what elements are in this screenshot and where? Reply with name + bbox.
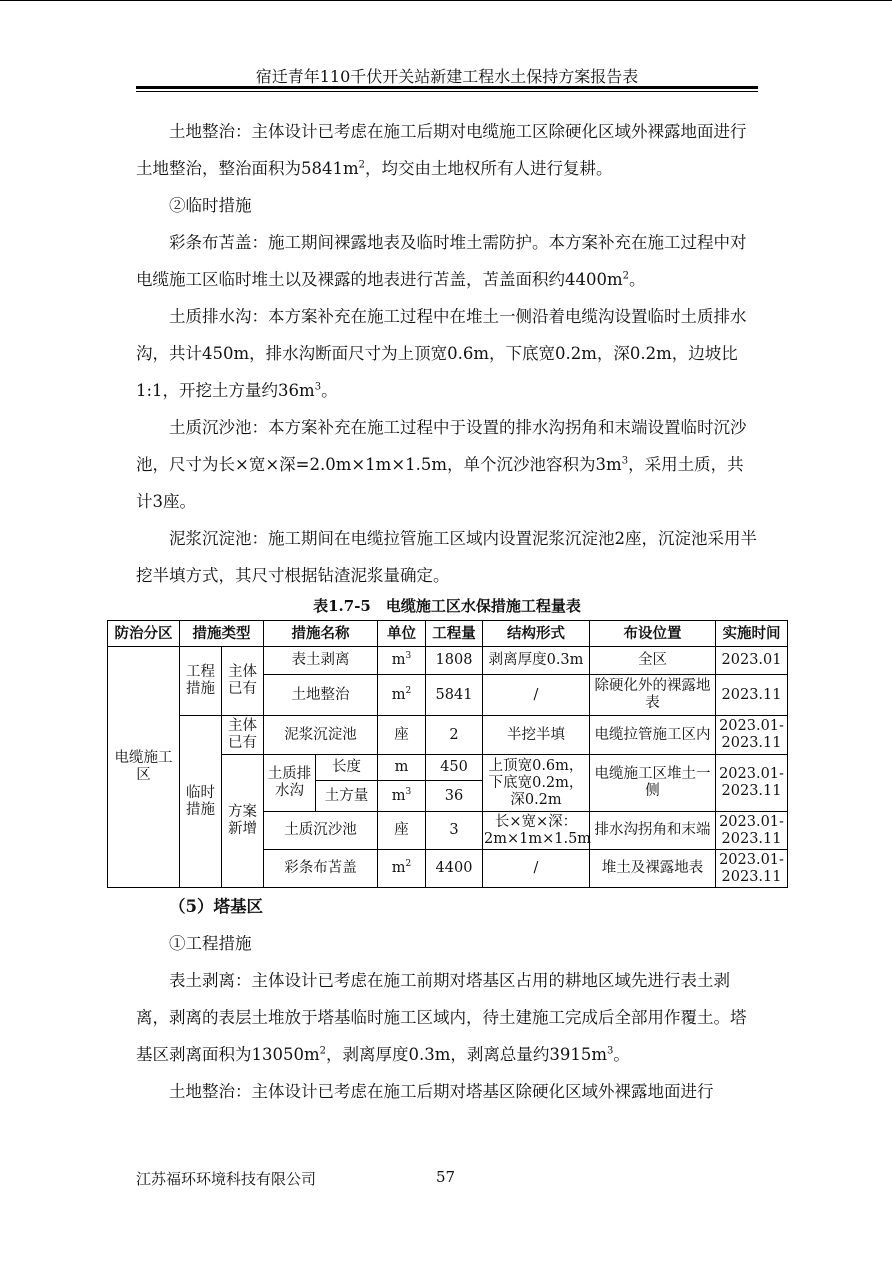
cell-group-drainage: 土质排水沟 [264, 755, 316, 812]
paragraph-tarp-cover: 彩条布苫盖：施工期间裸露地表及临时堆土需防护。本方案补充在施工过程中对电缆施工区临时堆土以及裸露的地表进行苫盖，苫盖面积约$4400m^2$。 [136, 233, 747, 289]
cell-time: 2023.01-2023.11 [716, 755, 788, 812]
cell-unit: 座 [378, 716, 426, 755]
cell-time: 2023.11 [716, 675, 788, 716]
cell-name: 彩条布苫盖 [264, 850, 378, 888]
measures-table [107, 620, 788, 888]
header-rule-thick [136, 86, 758, 89]
cell-location: 排水沟拐角和末端 [590, 812, 716, 850]
cell-name: 泥浆沉淀池 [264, 716, 378, 755]
paragraph-sedimentation-basin: 土质沉沙池：本方案补充在施工过程中于设置的排水沟拐角和末端设置临时沉沙池，尺寸为长×宽×深=2.0m×1m×1.5m，单个沉沙池容积为$3m^3$，采用土质，共计3座。 [136, 418, 747, 511]
cell-time: 2023.01-2023.11 [716, 716, 788, 755]
cell-location: 全区 [590, 647, 716, 675]
cell-unit: 座 [378, 812, 426, 850]
cell-unit: $m^3$ [378, 647, 426, 675]
cell-time: 2023.01-2023.11 [716, 812, 788, 850]
cell-time: 2023.01 [716, 647, 788, 675]
cell-main-existing: 主体已有 [222, 647, 264, 716]
cell-unit: $m^2$ [378, 675, 426, 716]
cell-structure: 上顶宽0.6m，下底宽0.2m，深0.2m [483, 755, 590, 812]
cell-location: 堆土及裸露地表 [590, 850, 716, 888]
cell-name: 土质沉沙池 [264, 812, 378, 850]
cell-main-existing-2: 主体已有 [222, 716, 264, 755]
table-header-row [108, 621, 788, 647]
cell-quantity: 1808 [426, 647, 483, 675]
header-measure-name: 措施名称 [264, 621, 378, 647]
section-heading-tower-base: （5）塔基区 [169, 897, 263, 916]
paragraph-land-remediation-tower: 土地整治：主体设计已考虑在施工后期对塔基区除硬化区域外裸露地面进行 [169, 1082, 714, 1101]
table-caption: 表1.7-5 电缆施工区水保措施工程量表 [313, 597, 581, 615]
header-structure: 结构形式 [483, 621, 590, 647]
header-rule-thin [136, 91, 758, 92]
cell-quantity: 4400 [426, 850, 483, 888]
cell-time: 2023.01-2023.11 [716, 850, 788, 888]
cell-engineering-measures: 工程措施 [180, 647, 222, 716]
cell-location: 除硬化外的裸露地表 [590, 675, 716, 716]
header-quantity: 工程量 [426, 621, 483, 647]
cell-unit: $m^3$ [378, 781, 426, 812]
page-number: 57 [436, 1168, 456, 1186]
cell-quantity: 3 [426, 812, 483, 850]
cell-zone: 电缆施工区 [108, 647, 180, 888]
cell-quantity: 450 [426, 755, 483, 781]
page-header-title: 宿迁青年110千伏开关站新建工程水土保持方案报告表 [255, 67, 639, 86]
cell-name: 长度 [316, 755, 378, 781]
cell-unit: m [378, 755, 426, 781]
cell-quantity: 2 [426, 716, 483, 755]
cell-temporary-measures: 临时措施 [180, 716, 222, 888]
paragraph-topsoil-stripping: 表土剥离：主体设计已考虑在施工前期对塔基区占用的耕地区域先进行表土剥离，剥离的表层土堆放于塔基临时施工区域内，待土建施工完成后全部用作覆土。塔基区剥离面积为$13050m^2$，剥离厚度0.3m，剥离总量约$3915m^3$。 [136, 971, 747, 1064]
cell-structure: 半挖半填 [483, 716, 590, 755]
table-row [108, 716, 788, 755]
cell-structure: / [483, 850, 590, 888]
header-time: 实施时间 [716, 621, 788, 647]
header-zone: 防治分区 [108, 621, 180, 647]
footer-company: 江苏福环环境科技有限公司 [136, 1170, 317, 1188]
cell-quantity: 5841 [426, 675, 483, 716]
cell-unit: $m^2$ [378, 850, 426, 888]
header-measure-type: 措施类型 [180, 621, 264, 647]
cell-location: 电缆施工区堆土一侧 [590, 755, 716, 812]
paragraph-land-remediation: 土地整治：主体设计已考虑在施工后期对电缆施工区除硬化区域外裸露地面进行土地整治，整治面积为$5841m^2$，均交由土地权所有人进行复耕。 [136, 122, 747, 178]
subheading-temporary-measures: ②临时措施 [169, 196, 252, 215]
header-unit: 单位 [378, 621, 426, 647]
cell-name: 表土剥离 [264, 647, 378, 675]
cell-plan-new: 方案新增 [222, 755, 264, 888]
cell-name: 土方量 [316, 781, 378, 812]
cell-location: 电缆拉管施工区内 [590, 716, 716, 755]
paragraph-mud-settling-pond: 泥浆沉淀池：施工期间在电缆拉管施工区域内设置泥浆沉淀池2座，沉淀池采用半挖半填方式，其尺寸根据钻渣泥浆量确定。 [136, 529, 757, 585]
cell-name: 土地整治 [264, 675, 378, 716]
table-row [108, 647, 788, 675]
document-body [114, 113, 784, 1110]
paragraph-drainage-ditch: 土质排水沟：本方案补充在施工过程中在堆土一侧沿着电缆沟设置临时土质排水沟，共计450m，排水沟断面尺寸为上顶宽0.6m，下底宽0.2m，深0.2m，边坡比1:1，开挖土方量约$36m^3$。 [136, 307, 747, 400]
cell-structure: / [483, 675, 590, 716]
page-top-border [0, 0, 892, 1]
cell-quantity: 36 [426, 781, 483, 812]
header-location: 布设位置 [590, 621, 716, 647]
cell-structure: 剥离厚度0.3m [483, 647, 590, 675]
cell-structure: 长×宽×深：2m×1m×1.5m [483, 812, 590, 850]
subheading-engineering-measures: ①工程措施 [169, 934, 252, 953]
